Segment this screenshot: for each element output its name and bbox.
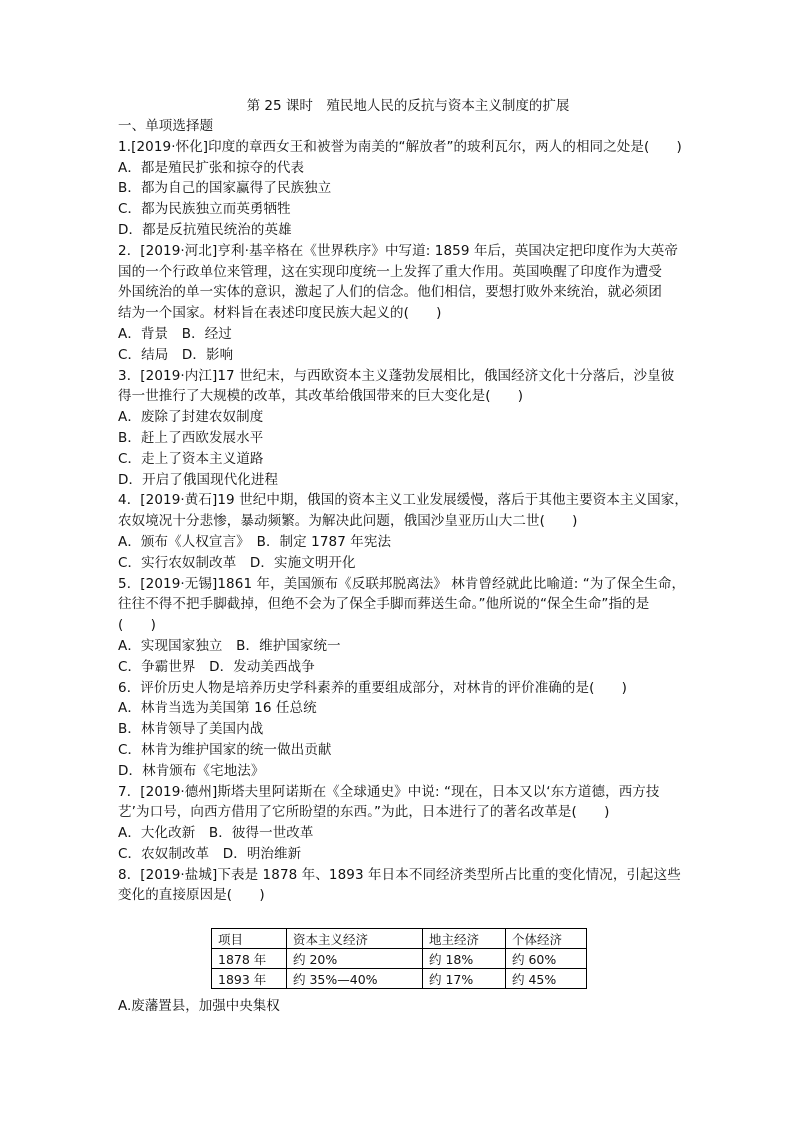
table-cell: 约 60%	[506, 949, 587, 969]
section-heading: 一、单项选择题	[118, 118, 214, 134]
table-header-cell: 资本主义经济	[287, 929, 423, 949]
question-3	[118, 366, 678, 491]
table-cell: 1878 年	[212, 949, 287, 969]
question-text: 2．[2019·河北]亨利·基辛格在《世界秩序》中写道: 1859 年后，英国决定把印度作为大英帝	[118, 242, 678, 259]
option: A．废除了封建农奴制度	[118, 409, 264, 426]
table-row	[212, 969, 587, 989]
option: C．结局 D．影响	[118, 346, 234, 363]
table-cell: 约 20%	[287, 949, 423, 969]
table-header-row	[212, 929, 587, 949]
question-text: 5．[2019·无锡]1861 年，美国颁布《反联邦脱离法》 林肯曾经就此比喻道: “为了保全生命，	[118, 575, 686, 592]
question-text: 艺’为口号，向西方借用了它所盼望的东西。”为此，日本进行了的著名改革是( )	[118, 804, 610, 821]
question-text: 7．[2019·德州]斯塔夫里阿诺斯在《全球通史》中说: “现在，日本又以‘东方道德，西方技	[118, 783, 660, 800]
table-cell: 约 35%—40%	[287, 969, 423, 989]
question-1	[118, 137, 682, 241]
option: D．林肯颁布《宅地法》	[118, 762, 265, 779]
table-header-cell: 个体经济	[506, 929, 587, 949]
question-text: 4．[2019·黄石]19 世纪中期，俄国的资本主义工业发展缓慢，落后于其他主要资本主义国家，	[118, 492, 688, 509]
option: A．背景 B．经过	[118, 325, 232, 342]
table-cell: 1893 年	[212, 969, 287, 989]
option: C．农奴制改革 D．明治维新	[118, 845, 302, 862]
economy-table	[211, 928, 587, 989]
question-text: 结为一个国家。材料旨在表述印度民族大起义的( )	[118, 305, 442, 322]
option: A．林肯当选为美国第 16 任总统	[118, 700, 317, 717]
question-6	[118, 678, 678, 782]
question-text: 变化的直接原因是( )	[118, 887, 265, 904]
option: B．林肯领导了美国内战	[118, 721, 264, 738]
option: A．实现国家独立 B．维护国家统一	[118, 637, 341, 654]
table-cell: 约 45%	[506, 969, 587, 989]
option: A．颁布《人权宣言》 B．制定 1787 年宪法	[118, 533, 392, 550]
option: D．都是反抗殖民统治的英雄	[118, 221, 292, 238]
question-text: 得一世推行了大规模的改革，其改革给俄国带来的巨大变化是( )	[118, 388, 524, 405]
option: D．开启了俄国现代化进程	[118, 471, 279, 488]
option: B．赶上了西欧发展水平	[118, 429, 264, 446]
question-text: 6．评价历史人物是培养历史学科素养的重要组成部分，对林肯的评价准确的是( )	[118, 679, 628, 696]
option: C．争霸世界 D．发动美西战争	[118, 658, 315, 675]
page-title: 第 25 课时 殖民地人民的反抗与资本主义制度的扩展	[246, 98, 570, 114]
option: B．都为自己的国家赢得了民族独立	[118, 180, 332, 197]
question-8	[118, 865, 681, 907]
option: A．大化改新 B．彼得一世改革	[118, 825, 314, 842]
option: C．走上了资本主义道路	[118, 450, 264, 467]
question-text: 1.[2019·怀化]印度的章西女王和被誉为南美的“解放者”的玻利瓦尔，两人的相同之处是( )	[118, 138, 682, 155]
option: C．林肯为维护国家的统一做出贡献	[118, 741, 332, 758]
question-2	[118, 241, 678, 366]
question-text: 往往不得不把手脚截掉，但绝不会为了保全手脚而葬送生命。”他所说的“保全生命”指的是	[118, 596, 650, 613]
question-5	[118, 574, 686, 678]
option: C．都为民族独立而英勇牺牲	[118, 201, 291, 218]
table-header-cell: 项目	[212, 929, 287, 949]
option: A.废藩置县，加强中央集权	[118, 998, 280, 1014]
worksheet	[118, 96, 688, 906]
question-text: ( )	[118, 617, 156, 634]
table-row	[212, 949, 587, 969]
question-text: 外国统治的单一实体的意识，激起了人们的信念。他们相信，要想打败外来统治，就必须团	[118, 284, 662, 301]
option: C．实行农奴制改革 D．实施文明开化	[118, 554, 356, 571]
question-7	[118, 782, 678, 865]
option: A．都是殖民扩张和掠夺的代表	[118, 159, 305, 176]
table-cell: 约 17%	[423, 969, 506, 989]
question-4	[118, 490, 688, 573]
question-text: 3．[2019·内江]17 世纪末，与西欧资本主义蓬勃发展相比，俄国经济文化十分落后，沙皇彼	[118, 367, 675, 384]
table-cell: 约 18%	[423, 949, 506, 969]
question-text: 国的一个行政单位来管理，这在实现印度统一上发挥了重大作用。英国唤醒了印度作为遭受	[118, 263, 662, 280]
question-text: 8．[2019·盐城]下表是 1878 年、1893 年日本不同经济类型所占比重的变化情况，引起这些	[118, 866, 681, 883]
table-header-cell: 地主经济	[423, 929, 506, 949]
question-text: 农奴境况十分悲惨，暴动频繁。为解决此问题，俄国沙皇亚历山大二世( )	[118, 513, 578, 530]
